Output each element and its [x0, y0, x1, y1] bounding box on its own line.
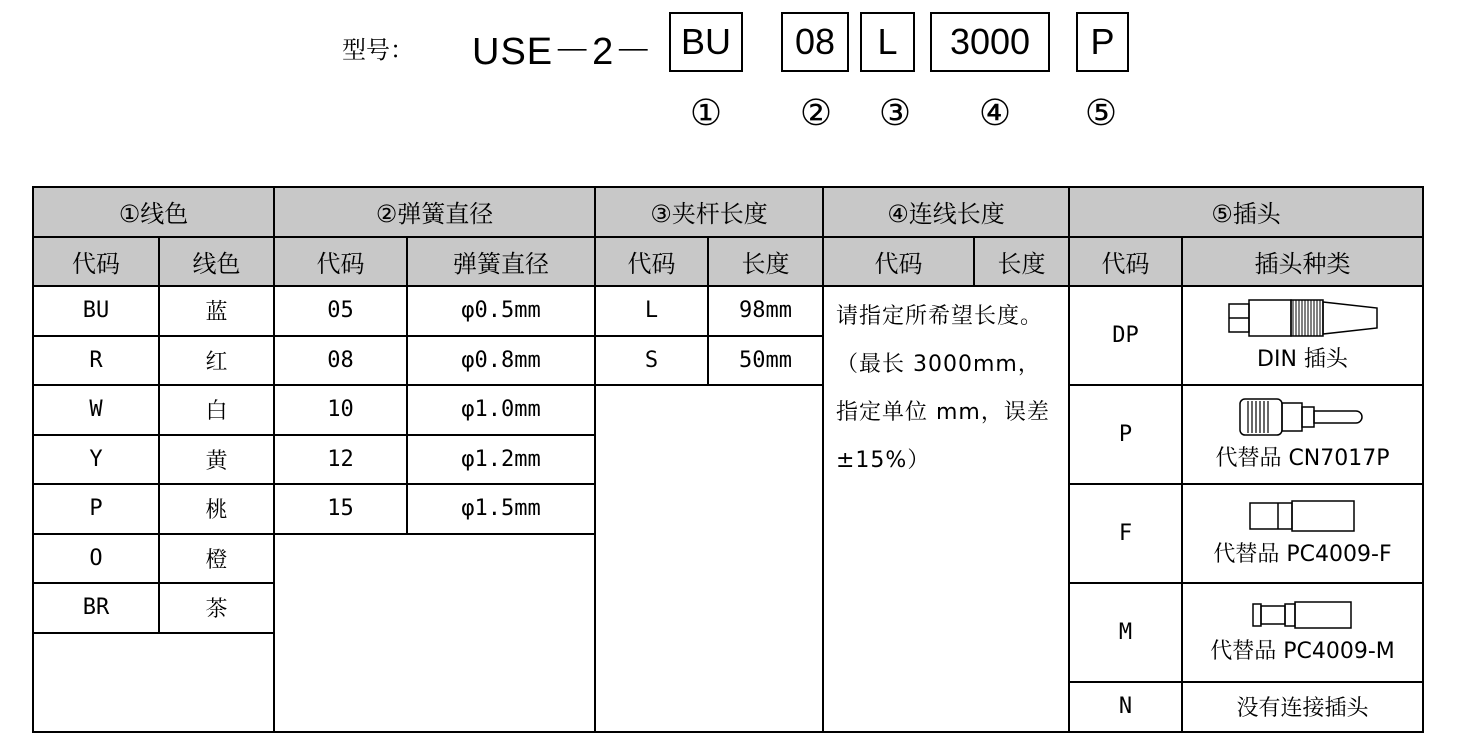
spring-code: 10: [274, 385, 407, 435]
color-code: Y: [33, 435, 159, 485]
plug-code: N: [1069, 682, 1182, 732]
plug-code: P: [1069, 385, 1182, 484]
code-box-plug: P: [1076, 12, 1129, 72]
plug-type-cell: [1182, 484, 1423, 583]
spring-dia: φ0.5mm: [407, 286, 595, 336]
subheader-spring-code: 代码: [274, 237, 407, 287]
model-label: 型号：: [342, 36, 414, 64]
color-blank: [33, 633, 274, 732]
subheader-color-name: 线色: [159, 237, 274, 287]
color-code: W: [33, 385, 159, 435]
female-plug-icon: [1248, 499, 1358, 537]
subheader-row: [33, 237, 1423, 287]
subheader-cable-len: 长度: [974, 237, 1069, 287]
plug-caption: 代替品 PC4009-M: [1210, 639, 1395, 664]
table-row: [33, 385, 1423, 435]
color-name: 茶: [159, 583, 274, 633]
marker-3: ③: [878, 93, 912, 134]
color-name: 蓝: [159, 286, 274, 336]
header-row: [33, 187, 1423, 237]
clamp-blank: [595, 385, 823, 732]
code-box-clamp: L: [860, 12, 915, 72]
subheader-plug-type: 插头种类: [1182, 237, 1423, 287]
clamp-len: 98mm: [708, 286, 823, 336]
plug-type-cell: [1182, 583, 1423, 682]
header-cable: ④连线长度: [823, 187, 1069, 237]
color-code: BU: [33, 286, 159, 336]
spring-code: 15: [274, 484, 407, 534]
header-plug: ⑤插头: [1069, 187, 1423, 237]
subheader-clamp-code: 代码: [595, 237, 708, 287]
spring-dia: φ0.8mm: [407, 336, 595, 386]
plug-code: DP: [1069, 286, 1182, 385]
spring-code: 08: [274, 336, 407, 386]
color-name: 红: [159, 336, 274, 386]
color-code: BR: [33, 583, 159, 633]
spring-code: 05: [274, 286, 407, 336]
code-box-cable: 3000: [930, 12, 1050, 72]
male-plug-icon: [1251, 600, 1355, 634]
plug-code: M: [1069, 583, 1182, 682]
color-name: 橙: [159, 534, 274, 584]
subheader-cable-code: 代码: [823, 237, 974, 287]
spec-table: [32, 186, 1424, 733]
spring-dia: φ1.5mm: [407, 484, 595, 534]
subheader-clamp-len: 长度: [708, 237, 823, 287]
table-row: [33, 286, 1423, 336]
marker-1: ①: [689, 93, 723, 134]
subheader-spring-dia: 弹簧直径: [407, 237, 595, 287]
header-color: ①线色: [33, 187, 274, 237]
subheader-color-code: 代码: [33, 237, 159, 287]
color-code: R: [33, 336, 159, 386]
color-code: O: [33, 534, 159, 584]
color-name: 桃: [159, 484, 274, 534]
marker-4: ④: [978, 93, 1012, 134]
plug-type-cell: [1182, 286, 1423, 385]
clamp-len: 50mm: [708, 336, 823, 386]
subheader-plug-code: 代码: [1069, 237, 1182, 287]
color-name: 黄: [159, 435, 274, 485]
color-name: 白: [159, 385, 274, 435]
header-spring: ②弹簧直径: [274, 187, 595, 237]
plug-caption: DIN 插头: [1257, 347, 1348, 372]
marker-2: ②: [799, 93, 833, 134]
clamp-code: L: [595, 286, 708, 336]
plug-caption: 代替品 PC4009-F: [1213, 542, 1392, 567]
spring-blank: [274, 534, 595, 732]
plug-caption: 没有连接插头: [1182, 682, 1423, 732]
plug-code: F: [1069, 484, 1182, 583]
plug-type-cell: [1182, 385, 1423, 484]
code-box-spring: 08: [781, 12, 849, 72]
spring-dia: φ1.2mm: [407, 435, 595, 485]
color-code: P: [33, 484, 159, 534]
spring-code: 12: [274, 435, 407, 485]
cable-note: 请指定所希望长度。（最长 3000mm，指定单位 mm，误差±15%）: [823, 286, 1069, 732]
model-prefix: USE－2－: [472, 31, 654, 73]
marker-5: ⑤: [1084, 93, 1118, 134]
pin-plug-icon: [1238, 397, 1368, 441]
plug-caption: 代替品 CN7017P: [1215, 446, 1390, 471]
din-plug-icon: [1227, 298, 1379, 342]
code-box-color: BU: [669, 12, 743, 72]
clamp-code: S: [595, 336, 708, 386]
header-clamp: ③夹杆长度: [595, 187, 823, 237]
spring-dia: φ1.0mm: [407, 385, 595, 435]
